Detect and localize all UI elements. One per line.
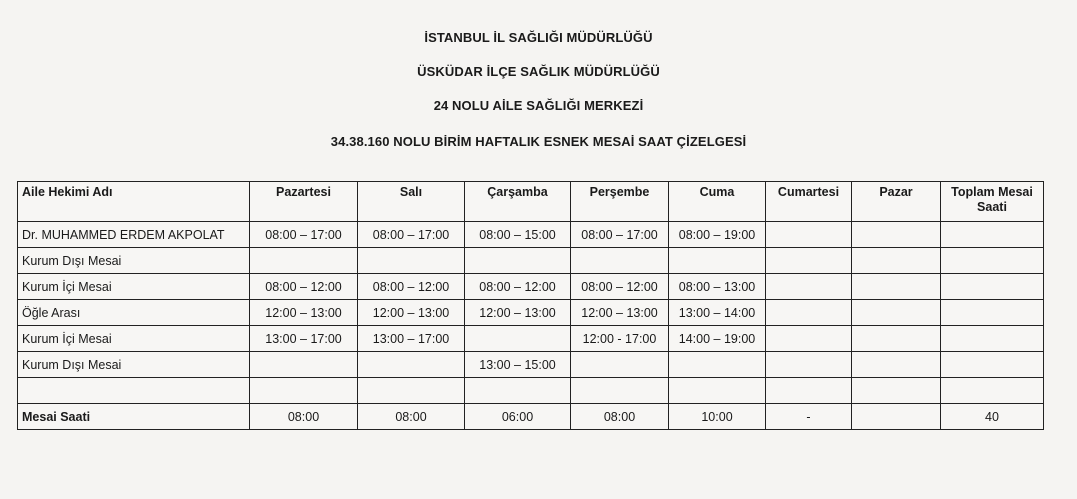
cell-sunday xyxy=(852,248,941,274)
cell-monday: 08:00 – 17:00 xyxy=(250,222,358,248)
header-monday: Pazartesi xyxy=(250,182,358,222)
empty-cell xyxy=(766,378,852,404)
cell-monday: 08:00 – 12:00 xyxy=(250,274,358,300)
header-thursday: Perşembe xyxy=(571,182,669,222)
cell-wednesday xyxy=(465,248,571,274)
cell-tuesday: 12:00 – 13:00 xyxy=(358,300,465,326)
header-wednesday: Çarşamba xyxy=(465,182,571,222)
empty-cell xyxy=(852,378,941,404)
row-label: Kurum İçi Mesai xyxy=(18,274,250,300)
cell-wednesday: 08:00 – 12:00 xyxy=(465,274,571,300)
cell-total xyxy=(941,274,1044,300)
footer-thursday: 08:00 xyxy=(571,404,669,430)
empty-row xyxy=(18,378,1044,404)
header-friday: Cuma xyxy=(669,182,766,222)
cell-tuesday: 08:00 – 12:00 xyxy=(358,274,465,300)
cell-sunday xyxy=(852,326,941,352)
footer-tuesday: 08:00 xyxy=(358,404,465,430)
row-label: Kurum Dışı Mesai xyxy=(18,352,250,378)
footer-label: Mesai Saati xyxy=(18,404,250,430)
cell-tuesday xyxy=(358,248,465,274)
row-label: Dr. MUHAMMED ERDEM AKPOLAT xyxy=(18,222,250,248)
cell-total xyxy=(941,326,1044,352)
heading-district: ÜSKÜDAR İLÇE SAĞLIK MÜDÜRLÜĞÜ xyxy=(417,64,660,79)
cell-friday xyxy=(669,352,766,378)
cell-tuesday xyxy=(358,352,465,378)
cell-monday: 13:00 – 17:00 xyxy=(250,326,358,352)
footer-sunday xyxy=(852,404,941,430)
footer-wednesday: 06:00 xyxy=(465,404,571,430)
footer-friday: 10:00 xyxy=(669,404,766,430)
cell-wednesday xyxy=(465,326,571,352)
table-header-row xyxy=(18,182,1044,222)
row-label: Öğle Arası xyxy=(18,300,250,326)
empty-cell xyxy=(941,378,1044,404)
empty-cell xyxy=(250,378,358,404)
table-footer-row xyxy=(18,404,1044,430)
heading-schedule-title: 34.38.160 NOLU BİRİM HAFTALIK ESNEK MESAİ SAAT ÇİZELGESİ xyxy=(330,134,747,149)
cell-total xyxy=(941,222,1044,248)
cell-saturday xyxy=(766,222,852,248)
table-row xyxy=(18,248,1044,274)
header-doctor-name: Aile Hekimi Adı xyxy=(18,182,250,222)
header-sunday: Pazar xyxy=(852,182,941,222)
table-row xyxy=(18,222,1044,248)
footer-monday: 08:00 xyxy=(250,404,358,430)
heading-center: 24 NOLU AİLE SAĞLIĞI MERKEZİ xyxy=(433,98,644,113)
cell-saturday xyxy=(766,326,852,352)
cell-sunday xyxy=(852,352,941,378)
cell-saturday xyxy=(766,248,852,274)
table-row xyxy=(18,352,1044,378)
heading-province: İSTANBUL İL SAĞLIĞI MÜDÜRLÜĞÜ xyxy=(424,30,653,45)
cell-saturday xyxy=(766,352,852,378)
cell-thursday xyxy=(571,248,669,274)
cell-friday: 08:00 – 19:00 xyxy=(669,222,766,248)
cell-friday: 14:00 – 19:00 xyxy=(669,326,766,352)
cell-thursday: 12:00 - 17:00 xyxy=(571,326,669,352)
cell-wednesday: 13:00 – 15:00 xyxy=(465,352,571,378)
cell-thursday xyxy=(571,352,669,378)
cell-monday xyxy=(250,352,358,378)
empty-cell xyxy=(571,378,669,404)
schedule-table xyxy=(17,181,1044,430)
cell-sunday xyxy=(852,222,941,248)
footer-total: 40 xyxy=(941,404,1044,430)
table-row xyxy=(18,326,1044,352)
cell-thursday: 08:00 – 17:00 xyxy=(571,222,669,248)
empty-cell xyxy=(358,378,465,404)
header-total-hours: Toplam Mesai Saati xyxy=(941,182,1044,222)
cell-saturday xyxy=(766,274,852,300)
cell-friday: 13:00 – 14:00 xyxy=(669,300,766,326)
cell-total xyxy=(941,248,1044,274)
header-tuesday: Salı xyxy=(358,182,465,222)
cell-tuesday: 13:00 – 17:00 xyxy=(358,326,465,352)
cell-friday xyxy=(669,248,766,274)
cell-monday: 12:00 – 13:00 xyxy=(250,300,358,326)
cell-total xyxy=(941,352,1044,378)
cell-sunday xyxy=(852,300,941,326)
cell-friday: 08:00 – 13:00 xyxy=(669,274,766,300)
table-row xyxy=(18,274,1044,300)
empty-cell xyxy=(465,378,571,404)
cell-total xyxy=(941,300,1044,326)
empty-cell xyxy=(669,378,766,404)
cell-thursday: 12:00 – 13:00 xyxy=(571,300,669,326)
empty-cell xyxy=(18,378,250,404)
table-row xyxy=(18,300,1044,326)
header-saturday: Cumartesi xyxy=(766,182,852,222)
cell-tuesday: 08:00 – 17:00 xyxy=(358,222,465,248)
cell-wednesday: 08:00 – 15:00 xyxy=(465,222,571,248)
row-label: Kurum Dışı Mesai xyxy=(18,248,250,274)
row-label: Kurum İçi Mesai xyxy=(18,326,250,352)
footer-saturday: - xyxy=(766,404,852,430)
cell-wednesday: 12:00 – 13:00 xyxy=(465,300,571,326)
cell-sunday xyxy=(852,274,941,300)
cell-saturday xyxy=(766,300,852,326)
cell-monday xyxy=(250,248,358,274)
cell-thursday: 08:00 – 12:00 xyxy=(571,274,669,300)
